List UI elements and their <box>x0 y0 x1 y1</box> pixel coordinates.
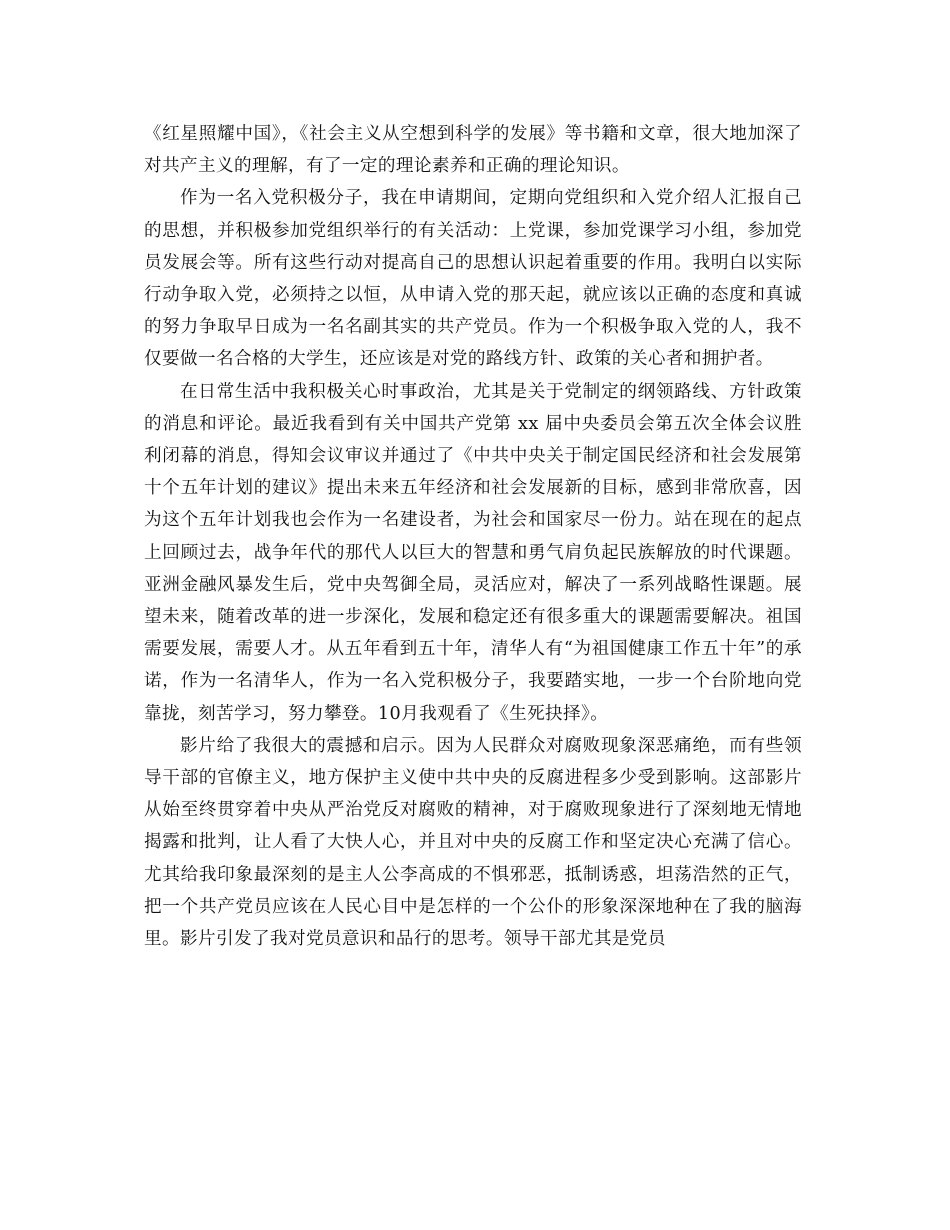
paragraph-1: 《红星照耀中国》，《社会主义从空想到科学的发展》等书籍和文章，很大地加深了对共产主义的理解，有了一定的理论素养和正确的理论知识。 <box>144 124 802 177</box>
paragraph-3: 在日常生活中我积极关心时事政治，尤其是关于党制定的纲领路线、方针政策的消息和评论。最近我看到有关中国共产党第 xx 届中央委员会第五次全体会议胜利闭幕的消息，得知会议审议并通过了《中共中央关于制定国民经济和社会发展第十个五年计划的建议》提出未来五年经济和社会发展新的目标，感到非常欣喜，因为这个五年计划我也会作为一名建设者，为社会和国家尽一份力。站在现在的起点上回顾过去，战争年代的那代人以巨大的智慧和勇气肩负起民族解放的时代课题。亚洲金融风暴发生后，党中央驾御全局，灵活应对，解决了一系列战略性课题。展望未来，随着改革的进一步深化，发展和稳定还有很多重大的课题需要解决。祖国需要发展，需要人才。从五年看到五十年，清华人有“为祖国健康工作五十年”的承诺，作为一名清华人，作为一名入党积极分子，我要踏实地，一步一个台阶地向党靠拢，刻苦学习，努力攀登。10月我观看了《生死抉择》。 <box>144 381 802 724</box>
paragraph-4: 影片给了我很大的震撼和启示。因为人民群众对腐败现象深恶痛绝，而有些领导干部的官僚主义，地方保护主义使中共中央的反腐进程多少受到影响。这部影片从始至终贯穿着中央从严治党反对腐败的精神，对于腐败现象进行了深刻地无情地揭露和批判，让人看了大快人心，并且对中央的反腐工作和坚定决心充满了信心。尤其给我印象最深刻的是主人公李高成的不惧邪恶，抵制诱惑，坦荡浩然的正气，把一个共产党员应该在人民心目中是怎样的一个公仆的形象深深地种在了我的脑海里。影片引发了我对党员意识和品行的思考。领导干部尤其是党员 <box>144 735 802 950</box>
document-body <box>144 118 802 955</box>
paragraph-2: 作为一名入党积极分子，我在申请期间，定期向党组织和入党介绍人汇报自己的思想，并积极参加党组织举行的有关活动：上党课，参加党课学习小组，参加党员发展会等。所有这些行动对提高自己的思想认识起着重要的作用。我明白以实际行动争取入党，必须持之以恒，从申请入党的那天起，就应该以正确的态度和真诚的努力争取早日成为一名名副其实的共产党员。作为一个积极争取入党的人，我不仅要做一名合格的大学生，还应该是对党的路线方针、政策的关心者和拥护者。 <box>144 188 802 370</box>
